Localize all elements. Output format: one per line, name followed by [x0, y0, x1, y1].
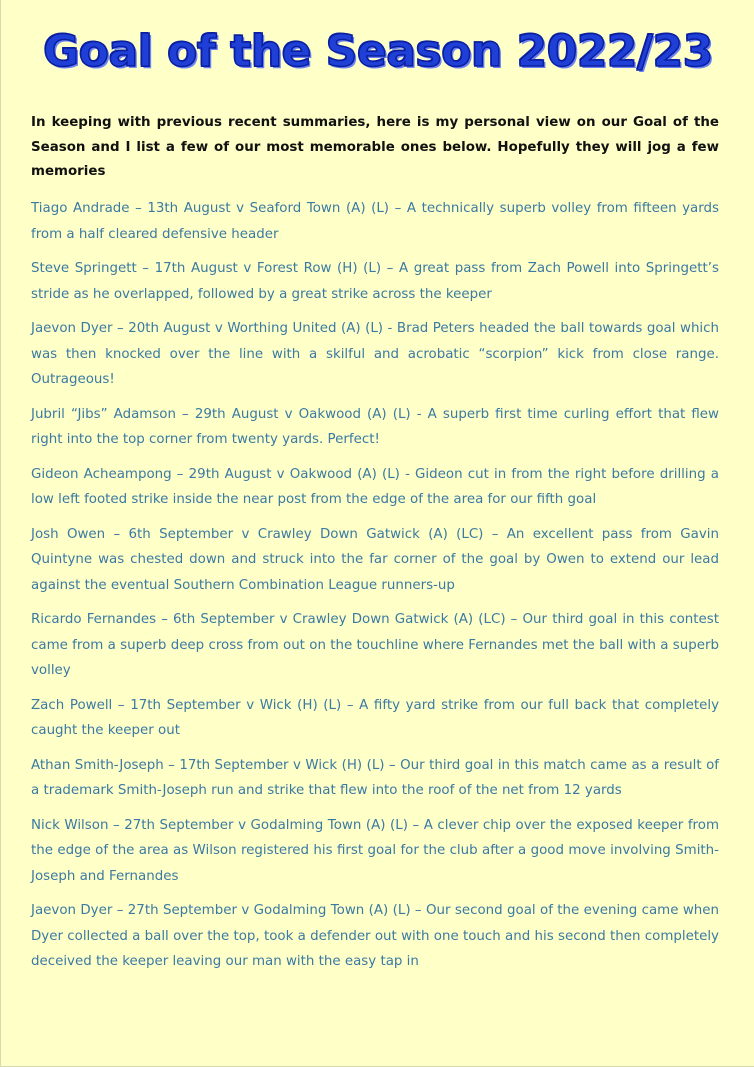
goal-entry: Ricardo Fernandes – 6th September v Crawley Down Gatwick (A) (LC) – Our third goal in this contest came from a superb deep cross from out on the touchline where Fernandes met the ball with a superb volley	[31, 612, 719, 678]
goal-list	[31, 196, 719, 984]
goal-entry: Gideon Acheampong – 29th August v Oakwood (A) (L) - Gideon cut in from the right before drilling a low left footed strike inside the near post from the edge of the area for our fifth goal	[31, 466, 719, 507]
goal-entry: Jubril “Jibs” Adamson – 29th August v Oakwood (A) (L) - A superb first time curling effort that flew right into the top corner from twenty yards. Perfect!	[31, 406, 719, 447]
goal-entry: Jaevon Dyer – 27th September v Godalming Town (A) (L) – Our second goal of the evening came when Dyer collected a ball over the top, took a defender out with one touch and his second then completely deceived the keeper leaving our man with the easy tap in	[31, 903, 719, 969]
goal-entry: Zach Powell – 17th September v Wick (H) (L) – A fifty yard strike from our full back that completely caught the keeper out	[31, 697, 719, 738]
goal-entry: Athan Smith-Joseph – 17th September v Wick (H) (L) – Our third goal in this match came as a result of a trademark Smith-Joseph run and strike that flew into the roof of the net from 12 yards	[31, 757, 719, 798]
page-title: Goal of the Season 2022/23	[43, 26, 713, 77]
goal-entry: Jaevon Dyer – 20th August v Worthing United (A) (L) - Brad Peters headed the ball towards goal which was then knocked over the line with a skilful and acrobatic “scorpion” kick from close range. Outrageous!	[31, 321, 719, 387]
goal-entry: Tiago Andrade – 13th August v Seaford Town (A) (L) – A technically superb volley from fifteen yards from a half cleared defensive header	[31, 201, 719, 242]
intro-paragraph: In keeping with previous recent summaries, here is my personal view on our Goal of the Season and I list a few of our most memorable ones below. Hopefully they will jog a few memories	[31, 115, 719, 179]
goal-entry: Josh Owen – 6th September v Crawley Down Gatwick (A) (LC) – An excellent pass from Gavin Quintyne was chested down and struck into the far corner of the goal by Owen to extend our lead against the eventual Southern Combination League runners-up	[31, 526, 719, 593]
goal-entry: Nick Wilson – 27th September v Godalming Town (A) (L) – A clever chip over the exposed keeper from the edge of the area as Wilson registered his first goal for the club after a good move involving Smith-Joseph and Fernandes	[31, 817, 719, 884]
goal-entry: Steve Springett – 17th August v Forest Row (H) (L) – A great pass from Zach Powell into Springett’s stride as he overlapped, followed by a great strike across the keeper	[31, 261, 719, 302]
